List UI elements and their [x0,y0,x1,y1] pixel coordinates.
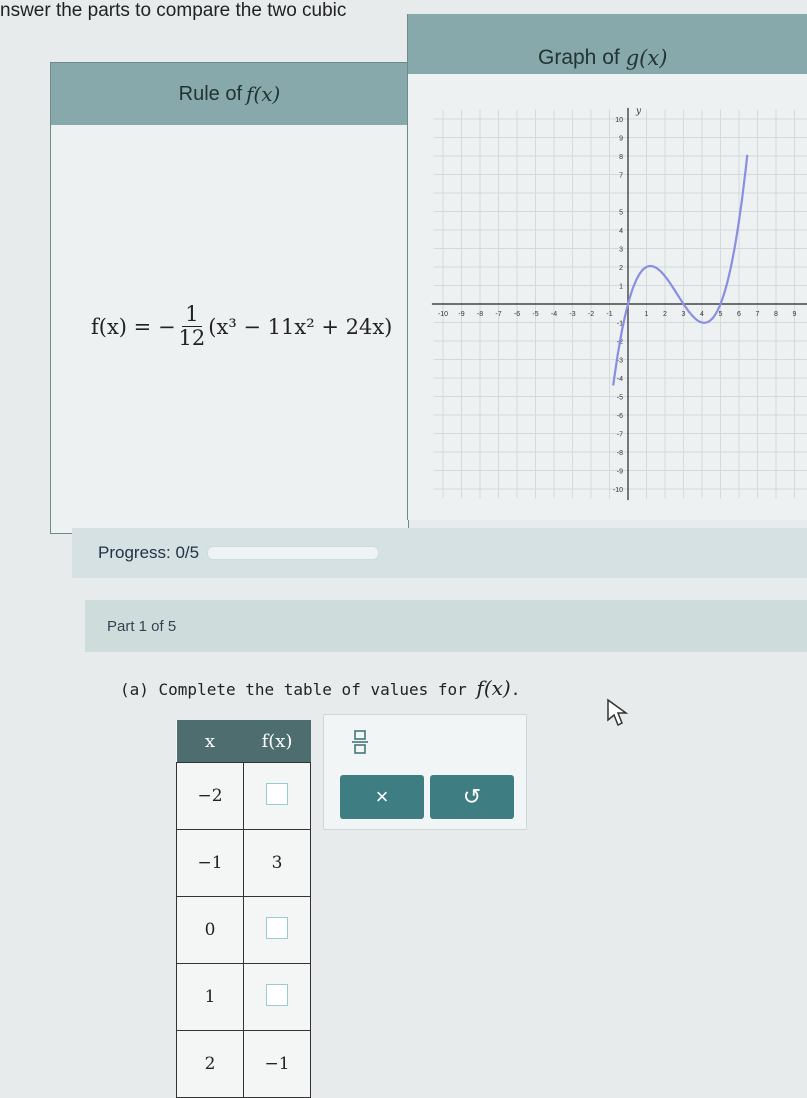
progress-track [207,546,379,560]
table-cell-fx: 3 [244,830,311,897]
table-cell-fx: −1 [244,1031,311,1098]
y-tick-label: 1 [619,283,623,291]
x-tick-label: -2 [587,311,595,318]
x-tick-label: 1 [644,311,649,318]
graph-header [408,14,807,74]
question-text [120,676,520,700]
x-tick-label: 9 [792,311,797,318]
formula-rhs: (x³ − 11x² + 24x) [208,314,393,339]
table-cell-x: −1 [177,830,244,897]
x-tick-label: -9 [458,311,465,318]
y-tick-label: 10 [615,117,623,124]
y-tick-label: -3 [616,357,623,365]
compare-panel [50,14,807,520]
rule-formula [91,303,392,350]
table-cell-fx[interactable] [244,897,311,964]
y-tick-label: 2 [619,265,623,272]
fraction-tool-icon[interactable] [350,729,370,758]
x-tick-label: -10 [437,311,449,318]
x-tick-label: -8 [476,311,484,318]
y-tick-label: -4 [616,376,623,383]
y-tick-label: 7 [619,172,623,180]
x-tick-label: 8 [774,311,778,318]
clear-button[interactable]: × [340,775,424,819]
graph-header-label: Graph of [538,46,620,69]
table-row [177,964,311,1031]
table-header-x: x [177,720,244,763]
x-tick-label: -6 [513,311,521,318]
answer-input[interactable] [266,917,288,939]
question-prefix: (a) Complete the table of values for [120,680,467,699]
y-tick-label: 4 [619,228,623,235]
y-tick-label: 9 [619,135,623,143]
formula-lhs: f(x) = − [91,314,176,339]
y-tick-label: 5 [619,209,623,217]
mouse-cursor-icon [606,698,630,728]
x-tick-label: 6 [737,311,741,318]
y-tick-label: -8 [616,450,623,457]
table-header-fx: f(x) [244,720,311,763]
table-cell-fx[interactable] [244,964,311,1031]
fraction-numerator: 1 [182,303,201,327]
rule-panel [50,62,409,534]
progress-label: Progress: 0/5 [98,543,200,562]
y-tick-label: -5 [616,394,623,402]
y-tick-label: -7 [616,431,623,439]
graph-panel [407,14,807,520]
x-tick-label: 3 [681,311,686,318]
question-fx: f(x) [476,676,511,700]
graph-header-gx: g(x) [625,46,668,70]
fraction-denominator: 12 [178,326,206,351]
table-cell-x: 2 [177,1031,244,1098]
progress-row [72,528,807,578]
question-suffix: . [510,680,521,699]
table-cell-x: −2 [177,763,244,830]
x-tick-label: -4 [550,311,558,318]
table-row [177,1031,311,1098]
undo-button[interactable]: ↺ [430,775,514,819]
table-row [177,763,311,830]
y-axis-label: y [636,106,642,117]
y-tick-label: -1 [616,320,623,328]
x-tick-label: -5 [532,311,539,318]
part-label: Part 1 of 5 [107,617,177,635]
rule-header [51,63,408,125]
x-tick-label: -7 [495,311,502,318]
answer-input[interactable] [266,783,288,805]
y-tick-label: -2 [616,339,623,346]
table-row [177,830,311,897]
g-curve [613,155,747,386]
y-tick-label: -6 [616,413,623,420]
y-tick-label: -9 [616,468,623,476]
x-tick-label: -3 [569,311,576,318]
table-cell-x: 0 [177,897,244,964]
x-tick-label: 7 [755,311,760,318]
rule-header-fx: f(x) [246,82,281,106]
x-tick-label: 4 [700,311,704,318]
x-tick-label: -1 [606,311,613,318]
answer-input[interactable] [266,984,288,1006]
graph-of-g [408,74,807,520]
y-tick-label: 3 [619,246,623,254]
table-row [177,897,311,964]
table-cell-fx[interactable] [244,763,311,830]
x-tick-label: 5 [718,311,723,318]
x-tick-label: 2 [663,311,667,318]
formula-fraction [179,303,206,350]
y-tick-label: -10 [612,487,623,494]
rule-header-label: Rule of [178,82,243,105]
part-header [85,600,807,652]
table-cell-x: 1 [177,964,244,1031]
answer-tools [323,714,527,830]
values-table [176,720,311,1098]
instructions-text: nswer the parts to compare the two cubic [0,0,347,21]
y-tick-label: 8 [619,154,623,161]
